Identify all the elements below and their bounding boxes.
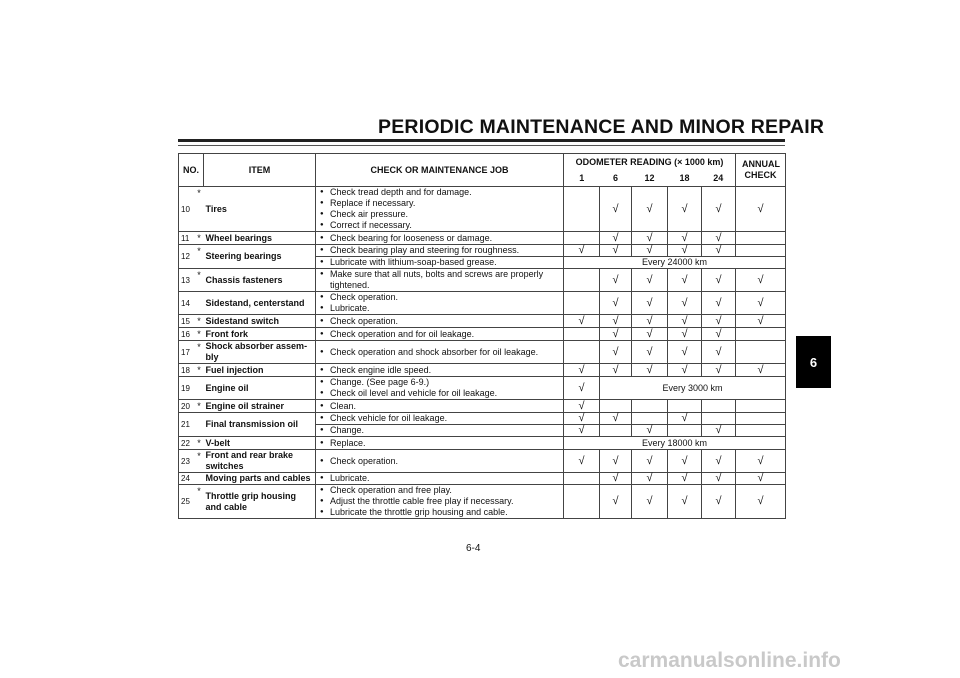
item-name: Front fork (204, 328, 316, 341)
item-name: Fuel injection (204, 364, 316, 377)
row-number: 15 (179, 315, 195, 328)
check-mark: √ (600, 473, 632, 485)
item-name: Front and rear brake switches (204, 450, 316, 473)
check-mark: √ (702, 269, 736, 292)
check-mark (736, 232, 786, 245)
item-name: Engine oil (204, 377, 316, 400)
job-cell (316, 328, 564, 341)
job-line: ● Check operation and free play. (330, 485, 562, 496)
check-mark: √ (668, 341, 702, 364)
check-mark: √ (564, 413, 600, 425)
check-mark: √ (702, 425, 736, 437)
check-mark (668, 425, 702, 437)
job-cell (316, 315, 564, 328)
header-no: NO. (179, 154, 204, 187)
check-mark: √ (702, 232, 736, 245)
check-mark: √ (668, 485, 702, 519)
check-mark: √ (632, 315, 668, 328)
job-cell (316, 232, 564, 245)
table-row (179, 187, 786, 232)
check-mark: √ (632, 292, 668, 315)
job-line: ● Check air pressure. (330, 209, 562, 220)
interval-note: Every 24000 km (564, 257, 786, 269)
row-number: 17 (179, 341, 195, 364)
item-name: V-belt (204, 437, 316, 450)
check-mark: √ (736, 364, 786, 377)
job-line: ● Check bearing play and steering for roughness. (330, 245, 562, 256)
item-name: Throttle grip housing and cable (204, 485, 316, 519)
table-row (179, 315, 786, 328)
asterisk-mark: * (195, 232, 204, 245)
row-number: 11 (179, 232, 195, 245)
job-cell (316, 341, 564, 364)
check-mark: √ (600, 187, 632, 232)
check-mark: √ (668, 450, 702, 473)
check-mark: √ (668, 269, 702, 292)
asterisk-mark (195, 292, 204, 315)
check-mark (736, 425, 786, 437)
job-line: ● Change. (330, 425, 562, 436)
check-mark: √ (702, 292, 736, 315)
job-cell (316, 485, 564, 519)
check-mark (564, 232, 600, 245)
job-cell (316, 257, 564, 269)
job-line: ● Replace. (330, 438, 562, 449)
header-odo-6: 6 (600, 172, 632, 187)
asterisk-mark: * (195, 328, 204, 341)
check-mark (564, 485, 600, 519)
table-row (179, 437, 786, 450)
check-mark: √ (702, 245, 736, 257)
check-mark: √ (600, 315, 632, 328)
row-number: 10 (179, 187, 195, 232)
row-number: 21 (179, 413, 195, 437)
check-mark (632, 400, 668, 413)
check-mark (702, 413, 736, 425)
asterisk-mark (195, 413, 204, 437)
item-name: Sidestand switch (204, 315, 316, 328)
check-mark: √ (668, 473, 702, 485)
check-mark (564, 269, 600, 292)
check-mark: √ (600, 413, 632, 425)
check-mark (632, 413, 668, 425)
row-number: 22 (179, 437, 195, 450)
check-mark (668, 400, 702, 413)
check-mark: √ (564, 315, 600, 328)
check-mark: √ (736, 473, 786, 485)
check-mark (600, 400, 632, 413)
check-mark: √ (600, 485, 632, 519)
check-mark: √ (736, 292, 786, 315)
table-row (179, 232, 786, 245)
check-mark: √ (736, 450, 786, 473)
job-cell (316, 437, 564, 450)
check-mark (736, 328, 786, 341)
check-mark: √ (702, 450, 736, 473)
job-line: ● Lubricate. (330, 303, 562, 314)
job-line: ● Check operation. (330, 292, 562, 303)
job-line: ● Make sure that all nuts, bolts and screws are properly tightened. (330, 269, 562, 291)
job-cell (316, 400, 564, 413)
asterisk-mark: * (195, 364, 204, 377)
check-mark: √ (632, 269, 668, 292)
job-line: ● Check operation and shock absorber for oil leakage. (330, 347, 562, 358)
table-row (179, 450, 786, 473)
asterisk-mark: * (195, 341, 204, 364)
check-mark: √ (600, 341, 632, 364)
row-number: 16 (179, 328, 195, 341)
job-line: ● Adjust the throttle cable free play if necessary. (330, 496, 562, 507)
asterisk-mark: * (195, 400, 204, 413)
job-cell (316, 292, 564, 315)
check-mark (600, 425, 632, 437)
item-name: Moving parts and cables (204, 473, 316, 485)
check-mark: √ (600, 364, 632, 377)
job-line: ● Lubricate. (330, 473, 562, 484)
title-rule (178, 139, 785, 142)
table-row (179, 364, 786, 377)
check-mark: √ (564, 450, 600, 473)
check-mark: √ (564, 400, 600, 413)
check-mark: √ (564, 425, 600, 437)
asterisk-mark (195, 473, 204, 485)
maintenance-table (178, 153, 786, 519)
job-line: ● Check engine idle speed. (330, 365, 562, 376)
job-line: ● Correct if necessary. (330, 220, 562, 231)
check-mark: √ (702, 315, 736, 328)
table-row (179, 413, 786, 425)
check-mark: √ (668, 413, 702, 425)
table-row (179, 473, 786, 485)
check-mark: √ (702, 473, 736, 485)
check-mark (736, 413, 786, 425)
check-mark (564, 341, 600, 364)
check-mark: √ (600, 450, 632, 473)
check-mark: √ (668, 292, 702, 315)
job-cell (316, 364, 564, 377)
job-line: ● Check operation and for oil leakage. (330, 329, 562, 340)
job-line: ● Check vehicle for oil leakage. (330, 413, 562, 424)
job-line: ● Check operation. (330, 316, 562, 327)
check-mark: √ (668, 328, 702, 341)
job-line: ● Lubricate the throttle grip housing and cable. (330, 507, 562, 518)
table-row (179, 269, 786, 292)
table-row (179, 245, 786, 257)
check-mark: √ (600, 232, 632, 245)
header-odo-1: 1 (564, 172, 600, 187)
header-job: CHECK OR MAINTENANCE JOB (316, 154, 564, 187)
header-odo-12: 12 (632, 172, 668, 187)
check-mark: √ (702, 328, 736, 341)
page-number: 6-4 (466, 543, 481, 554)
item-name: Sidestand, centerstand (204, 292, 316, 315)
job-cell (316, 413, 564, 425)
item-name: Wheel bearings (204, 232, 316, 245)
check-mark: √ (632, 425, 668, 437)
row-number: 12 (179, 245, 195, 269)
job-cell (316, 473, 564, 485)
check-mark: √ (736, 315, 786, 328)
job-line: ● Lubricate with lithium-soap-based grease. (330, 257, 562, 268)
asterisk-mark: * (195, 245, 204, 269)
check-mark: √ (736, 485, 786, 519)
row-number: 14 (179, 292, 195, 315)
asterisk-mark: * (195, 187, 204, 232)
header-odo-18: 18 (668, 172, 702, 187)
table-row (179, 400, 786, 413)
item-name: Tires (204, 187, 316, 232)
check-mark: √ (632, 450, 668, 473)
job-line: ● Replace if necessary. (330, 198, 562, 209)
header-odo-24: 24 (702, 172, 736, 187)
check-mark: √ (632, 485, 668, 519)
job-cell (316, 187, 564, 232)
check-mark: √ (702, 187, 736, 232)
job-cell (316, 245, 564, 257)
check-mark: √ (668, 187, 702, 232)
header-item: ITEM (204, 154, 316, 187)
row-number: 25 (179, 485, 195, 519)
check-mark: √ (600, 292, 632, 315)
check-mark: √ (632, 364, 668, 377)
interval-note: Every 18000 km (564, 437, 786, 450)
row-number: 18 (179, 364, 195, 377)
job-line: ● Check tread depth and for damage. (330, 187, 562, 198)
table-row (179, 341, 786, 364)
job-line: ● Check oil level and vehicle for oil leakage. (330, 388, 562, 399)
check-mark: √ (632, 473, 668, 485)
header-odometer: ODOMETER READING (× 1000 km) (564, 154, 736, 172)
job-line: ● Clean. (330, 401, 562, 412)
job-cell (316, 377, 564, 400)
check-mark: √ (632, 341, 668, 364)
check-mark: √ (600, 269, 632, 292)
table-row (179, 485, 786, 519)
table-row (179, 328, 786, 341)
row-number: 13 (179, 269, 195, 292)
check-mark: √ (668, 245, 702, 257)
interval-note: Every 3000 km (600, 377, 786, 400)
job-cell (316, 425, 564, 437)
row-number: 19 (179, 377, 195, 400)
item-name: Engine oil strainer (204, 400, 316, 413)
check-mark: √ (736, 269, 786, 292)
check-mark: √ (632, 232, 668, 245)
check-mark: √ (702, 341, 736, 364)
check-mark: √ (564, 377, 600, 400)
asterisk-mark (195, 377, 204, 400)
check-mark (564, 328, 600, 341)
item-name: Final transmission oil (204, 413, 316, 437)
asterisk-mark: * (195, 450, 204, 473)
check-mark: √ (632, 245, 668, 257)
check-mark (564, 292, 600, 315)
check-mark (564, 473, 600, 485)
chapter-tab: 6 (796, 336, 831, 388)
table-body (179, 187, 786, 519)
check-mark: √ (564, 364, 600, 377)
check-mark: √ (668, 364, 702, 377)
check-mark (736, 341, 786, 364)
job-line: ● Check bearing for looseness or damage. (330, 233, 562, 244)
row-number: 24 (179, 473, 195, 485)
check-mark: √ (702, 485, 736, 519)
check-mark (736, 245, 786, 257)
title-rule-thin (178, 145, 785, 146)
item-name: Shock absorber assem-bly (204, 341, 316, 364)
check-mark: √ (632, 328, 668, 341)
check-mark: √ (736, 187, 786, 232)
row-number: 23 (179, 450, 195, 473)
check-mark (564, 187, 600, 232)
header-annual: ANNUAL CHECK (736, 154, 786, 187)
item-name: Chassis fasteners (204, 269, 316, 292)
check-mark: √ (668, 232, 702, 245)
check-mark: √ (668, 315, 702, 328)
asterisk-mark: * (195, 269, 204, 292)
row-number: 20 (179, 400, 195, 413)
check-mark: √ (600, 328, 632, 341)
asterisk-mark: * (195, 437, 204, 450)
watermark: carmanualsonline.info (618, 649, 841, 672)
job-cell (316, 269, 564, 292)
check-mark (702, 400, 736, 413)
job-line: ● Change. (See page 6-9.) (330, 377, 562, 388)
check-mark: √ (632, 187, 668, 232)
table-row (179, 377, 786, 400)
job-line: ● Check operation. (330, 456, 562, 467)
check-mark: √ (702, 364, 736, 377)
page-title: PERIODIC MAINTENANCE AND MINOR REPAIR (378, 116, 825, 138)
asterisk-mark: * (195, 315, 204, 328)
item-name: Steering bearings (204, 245, 316, 269)
asterisk-mark: * (195, 485, 204, 519)
check-mark: √ (600, 245, 632, 257)
table-row (179, 292, 786, 315)
check-mark (736, 400, 786, 413)
job-cell (316, 450, 564, 473)
check-mark: √ (564, 245, 600, 257)
